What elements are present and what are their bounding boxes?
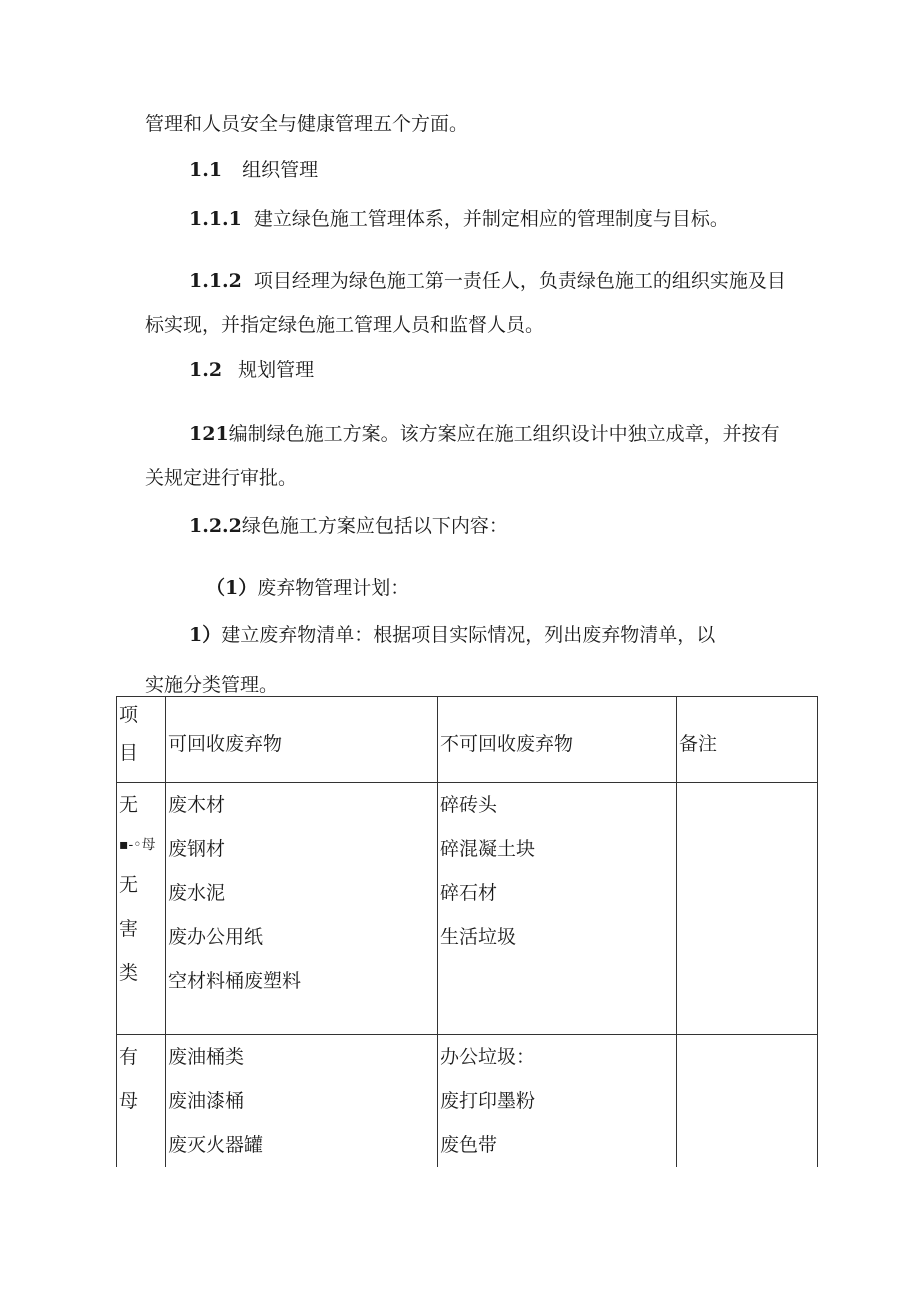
remarks-cell <box>677 1035 818 1168</box>
header-item-line2: 目 <box>119 742 139 764</box>
table-header-row <box>117 697 818 783</box>
paragraph-text: 管理和人员安全与健康管理五个方面。 <box>145 113 469 135</box>
section-heading-1-2 <box>189 358 314 382</box>
list-text: 废弃物管理计划： <box>257 577 410 599</box>
recyclable-cell <box>166 783 438 1035</box>
category-char: 无 <box>119 794 139 816</box>
header-item-line1: 项 <box>119 704 139 726</box>
list-item: 废打印墨粉 <box>440 1090 536 1112</box>
list-item: 碎砖头 <box>440 794 498 816</box>
list-item-1 <box>206 576 409 600</box>
clause-text: 绿色施工方案应包括以下内容： <box>241 515 508 537</box>
category-char: 无 <box>119 874 139 896</box>
list-item: 废木材 <box>168 794 226 816</box>
header-non-recyclable <box>438 697 677 783</box>
clause-number: 1.2.2 <box>189 515 242 537</box>
list-item: 废油漆桶 <box>168 1090 245 1112</box>
clause-text-line1: 项目经理为绿色施工第一责任人，负责绿色施工的组织实施及目 <box>253 270 786 292</box>
header-item <box>117 697 166 783</box>
sub-item-1-continuation <box>145 673 278 697</box>
remarks-cell <box>677 783 818 1035</box>
clause-number: 1.1.2 <box>189 270 242 292</box>
category-char: 母 <box>119 1090 139 1112</box>
clause-1-1-2-continuation <box>145 313 544 337</box>
category-char: 有 <box>119 1046 139 1068</box>
list-item: 废办公用纸 <box>168 926 264 948</box>
header-remarks <box>677 697 818 783</box>
clause-1-2-2 <box>189 514 508 538</box>
category-cell <box>117 1035 166 1168</box>
header-non-recyclable-label: 不可回收废弃物 <box>440 733 574 755</box>
clause-1-1-2 <box>189 269 786 293</box>
clause-number: 1.1.1 <box>189 208 242 230</box>
waste-classification-table <box>116 696 818 1167</box>
list-item: 废色带 <box>440 1134 498 1156</box>
recyclable-cell <box>166 1035 438 1168</box>
header-recyclable-label: 可回收废弃物 <box>168 733 283 755</box>
list-item: 废钢材 <box>168 838 226 860</box>
section-title: 组织管理 <box>242 159 319 181</box>
list-item: 废水泥 <box>168 882 226 904</box>
section-heading-1-1 <box>189 158 318 182</box>
category-char: 害 <box>119 918 139 940</box>
header-recyclable <box>166 697 438 783</box>
list-item: 碎混凝土块 <box>440 838 536 860</box>
category-char: 类 <box>119 962 139 984</box>
list-item: 碎石材 <box>440 882 498 904</box>
clause-1-1-1 <box>189 207 729 231</box>
list-item: 办公垃圾： <box>440 1046 536 1068</box>
list-item: 生活垃圾 <box>440 926 517 948</box>
list-number: （1） <box>206 577 258 599</box>
list-item: 废灭火器罐 <box>168 1134 264 1156</box>
clause-text: 建立绿色施工管理体系，并制定相应的管理制度与目标。 <box>253 208 729 230</box>
sub-item-text-line2: 实施分类管理。 <box>145 674 279 696</box>
category-char: ▪-◦母 <box>119 837 156 853</box>
clause-1-2-1-continuation <box>145 466 297 490</box>
table-row-non-hazardous <box>117 783 818 1035</box>
section-number: 1.1 <box>189 159 223 181</box>
category-cell <box>117 783 166 1035</box>
clause-text-line1: 编制绿色施工方案。该方案应在施工组织设计中独立成章，并按有 <box>228 423 780 445</box>
clause-text-line2: 关规定进行审批。 <box>145 467 298 489</box>
section-number: 1.2 <box>189 359 223 381</box>
paragraph-intro-end <box>145 112 468 136</box>
header-remarks-label: 备注 <box>679 733 718 755</box>
sub-item-text-line1: 建立废弃物清单：根据项目实际情况，列出废弃物清单，以 <box>221 624 716 646</box>
non-recyclable-cell <box>438 783 677 1035</box>
clause-1-2-1 <box>189 422 780 446</box>
sub-item-1 <box>189 623 715 647</box>
list-item: 空材料桶废塑料 <box>168 970 302 992</box>
section-title: 规划管理 <box>238 359 315 381</box>
non-recyclable-cell <box>438 1035 677 1168</box>
sub-item-number: 1） <box>189 624 222 646</box>
table-row-hazardous <box>117 1035 818 1168</box>
clause-number: 121 <box>189 423 229 445</box>
clause-text-line2: 标实现，并指定绿色施工管理人员和监督人员。 <box>145 314 545 336</box>
list-item: 废油桶类 <box>168 1046 245 1068</box>
